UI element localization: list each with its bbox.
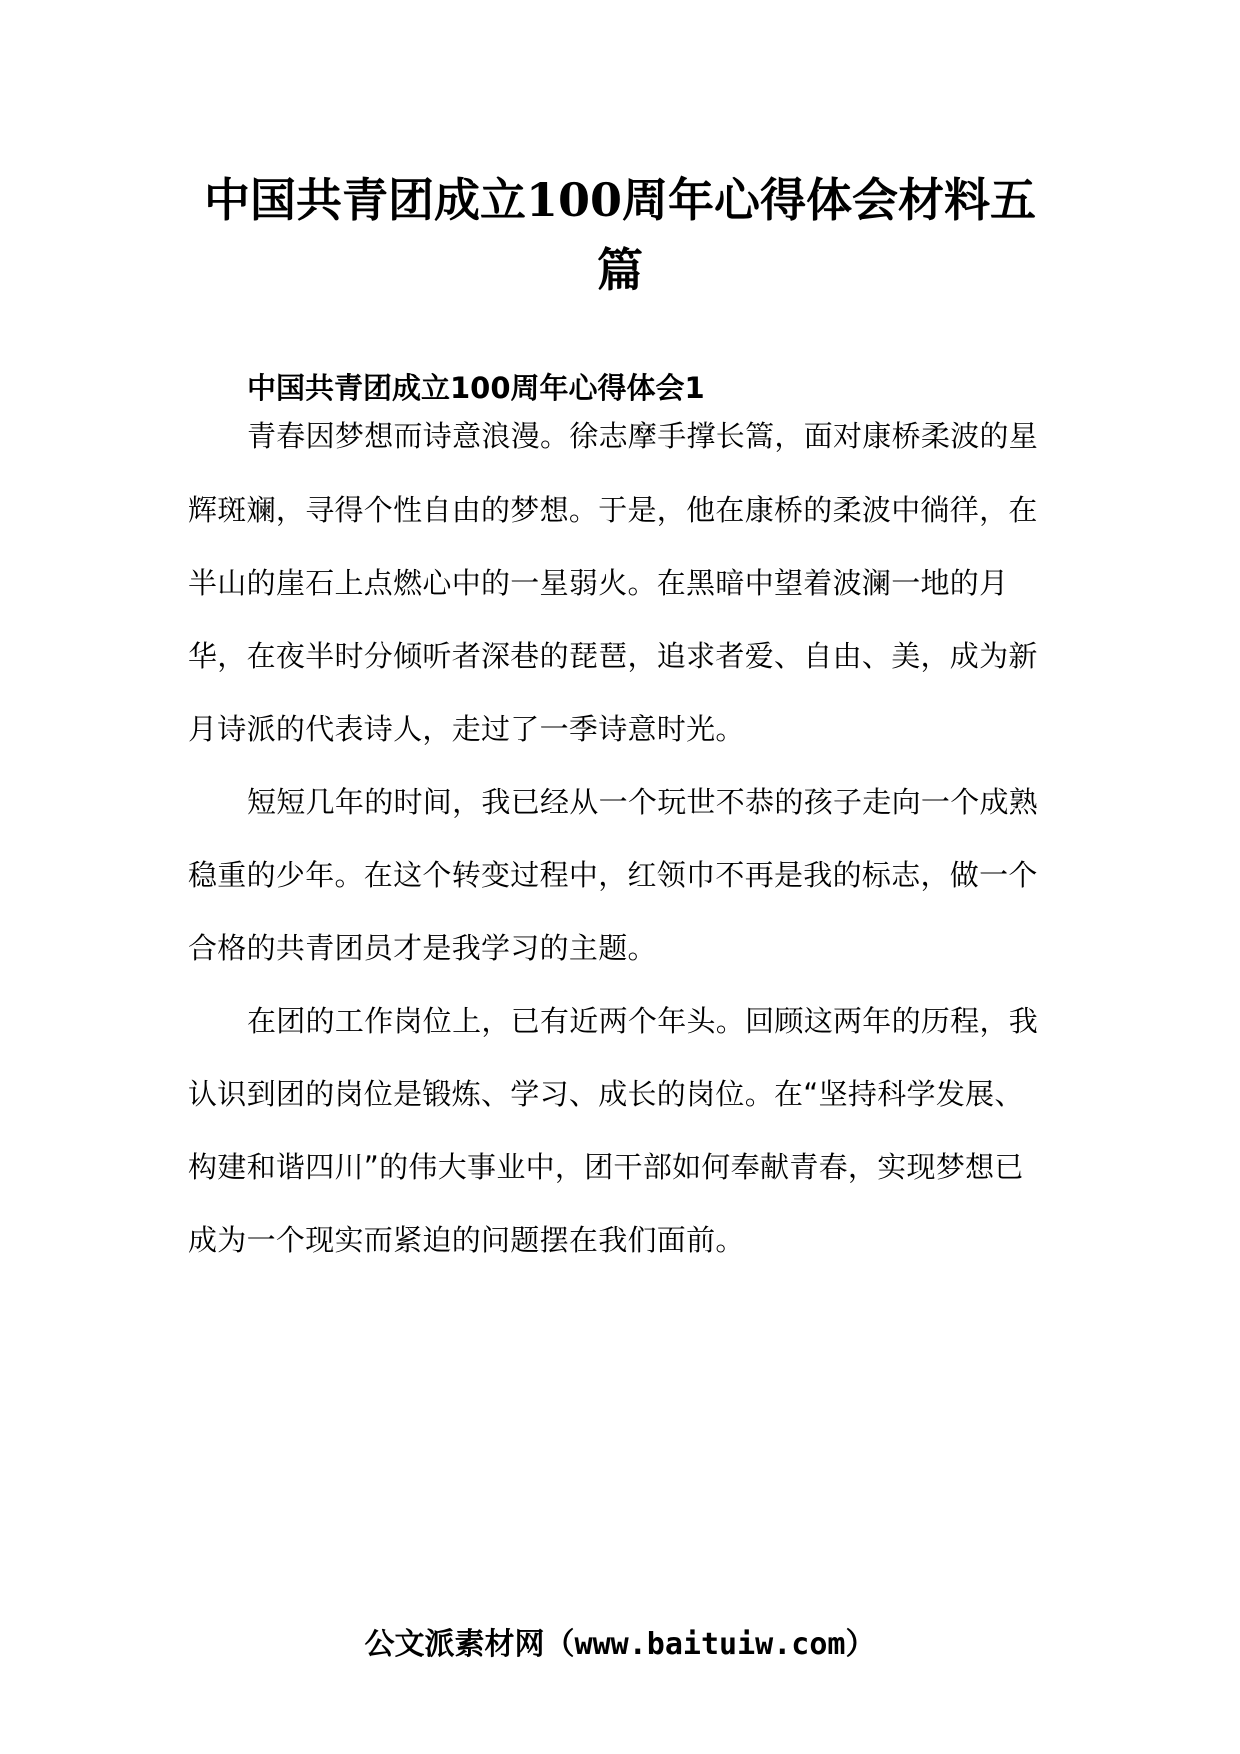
paragraph-3-line-2: 认识到团的岗位是锻炼、学习、成长的岗位。在“坚持科学发展、 xyxy=(188,1077,1024,1111)
paragraph-3-line-1: 在团的工作岗位上，已有近两个年头。回顾这两年的历程，我 xyxy=(247,1004,1039,1038)
paragraph-2-line-3: 合格的共青团员才是我学习的主题。 xyxy=(188,931,657,965)
paragraph-1-line-5: 月诗派的代表诗人，走过了一季诗意时光。 xyxy=(188,712,745,746)
document-title-line-2: 篇 xyxy=(597,243,643,297)
paragraph-1-line-2: 辉斑斓，寻得个性自由的梦想。于是，他在康桥的柔波中徜徉，在 xyxy=(188,493,1038,527)
paragraph-1-line-3: 半山的崖石上点燃心中的一星弱火。在黑暗中望着波澜一地的月 xyxy=(188,566,1009,600)
paragraph-2-line-1: 短短几年的时间，我已经从一个玩世不恭的孩子走向一个成熟 xyxy=(247,785,1039,819)
footer-url: www.baituiw.com xyxy=(574,1627,846,1662)
page-footer xyxy=(0,1626,1240,1664)
paragraph-2-line-2: 稳重的少年。在这个转变过程中，红领巾不再是我的标志，做一个 xyxy=(188,858,1038,892)
paragraph-1-line-4: 华，在夜半时分倾听者深巷的琵琶，追求者爱、自由、美，成为新 xyxy=(188,639,1038,673)
paragraph-3-line-4: 成为一个现实而紧迫的问题摆在我们面前。 xyxy=(188,1223,745,1257)
section-heading: 中国共青团成立100周年心得体会1 xyxy=(247,371,705,405)
paragraph-1-line-1: 青春因梦想而诗意浪漫。徐志摩手撑长篙，面对康桥柔波的星 xyxy=(247,419,1039,453)
footer-site-name: 公文派素材网（ xyxy=(364,1627,575,1662)
paragraph-3-line-3: 构建和谐四川”的伟大事业中，团干部如何奉献青春，实现梦想已 xyxy=(188,1150,1024,1184)
document-title-line-1: 中国共青团成立100周年心得体会材料五 xyxy=(203,173,1037,227)
footer-close-paren: ） xyxy=(845,1627,876,1662)
